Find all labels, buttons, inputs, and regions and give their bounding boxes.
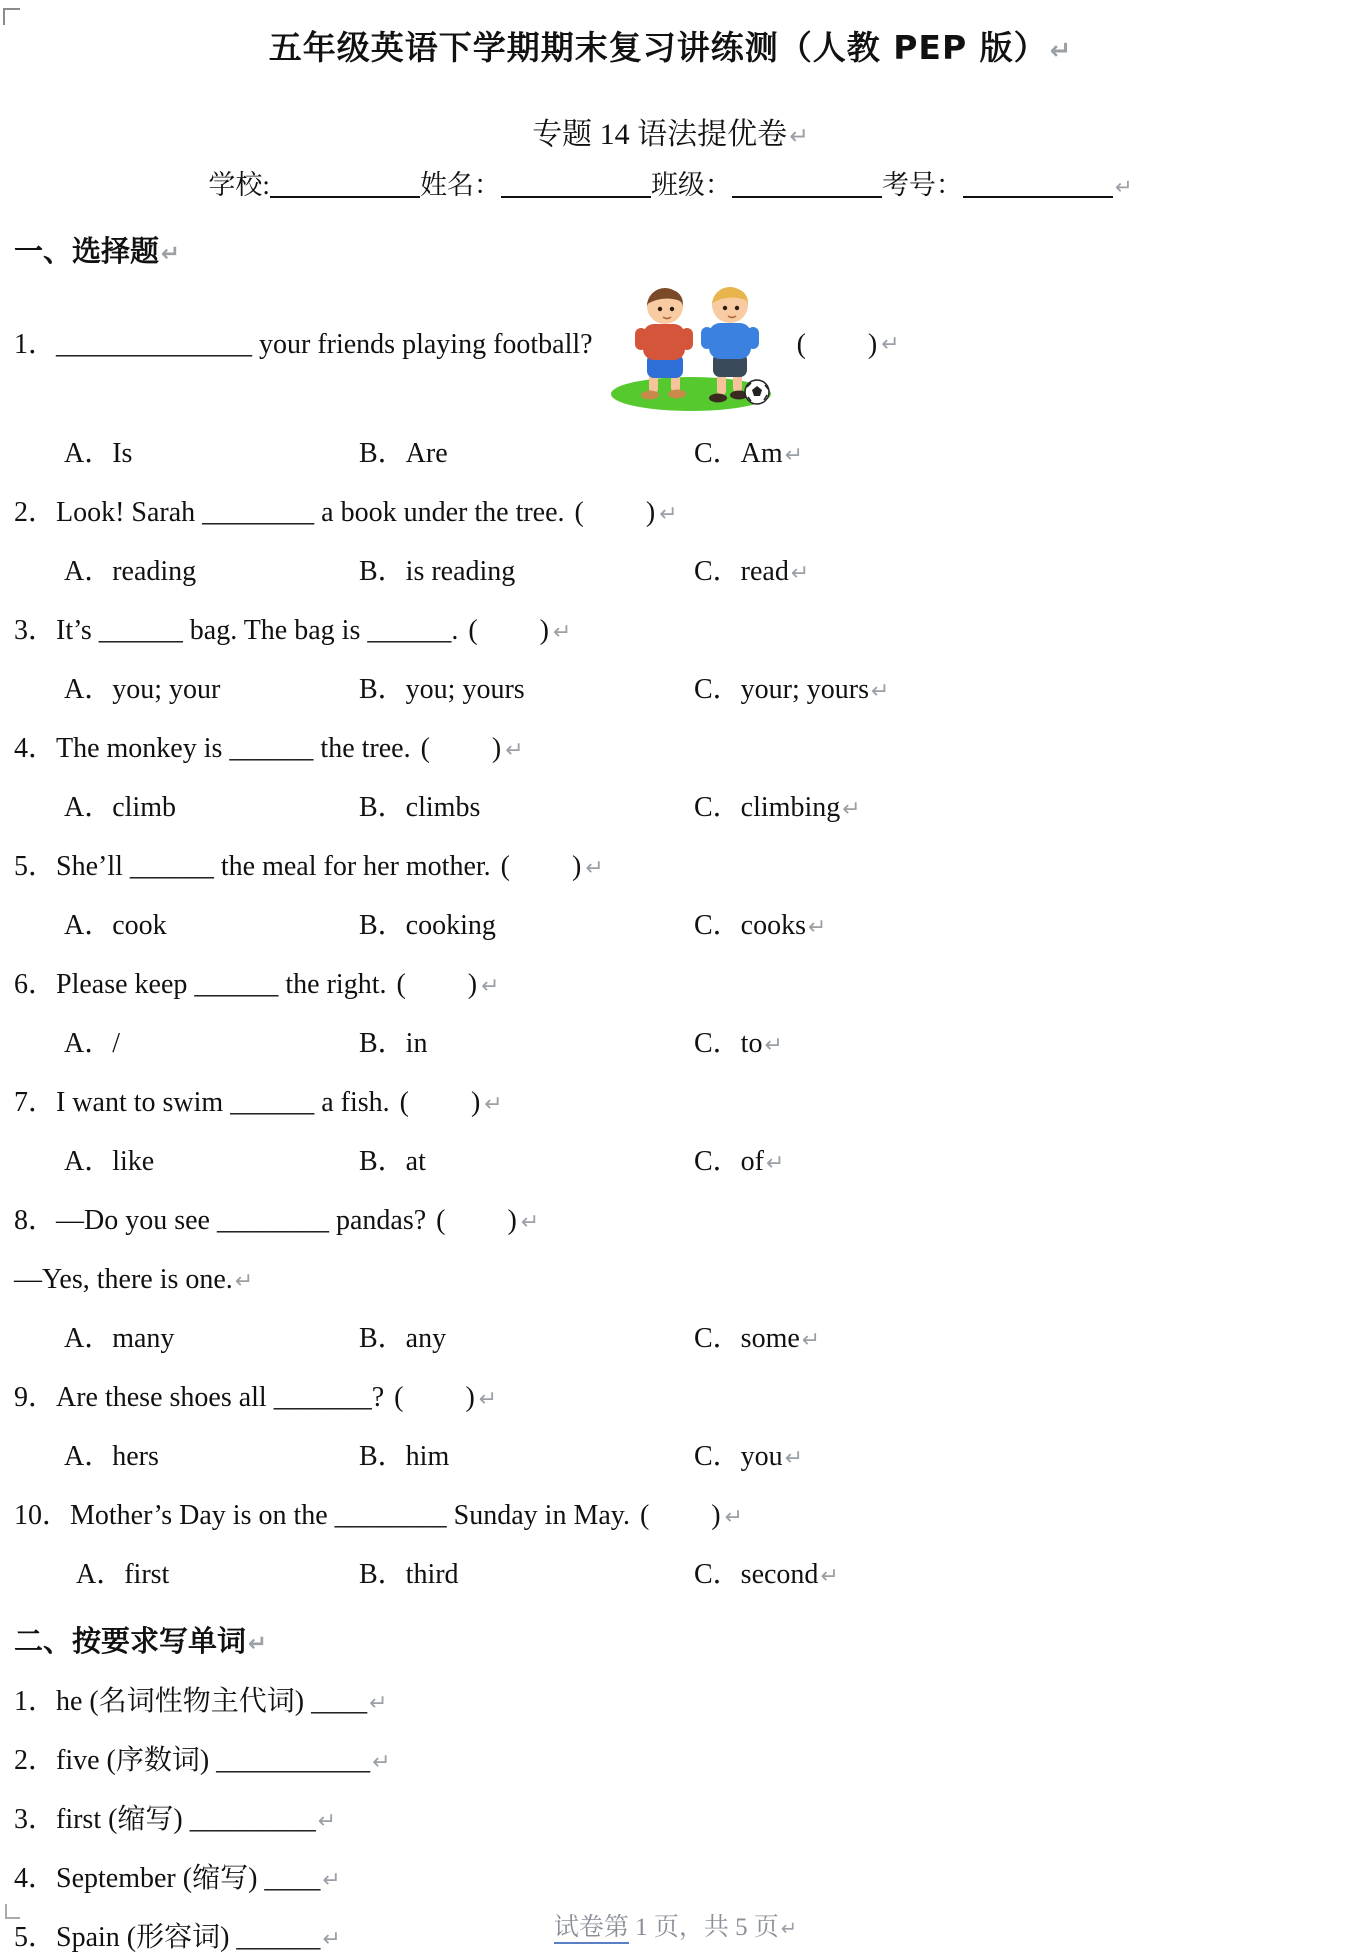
question-6-stem: 6．Please keep ______ the right. — [14, 969, 387, 1000]
paragraph-mark-icon: ↵ — [820, 1564, 839, 1589]
question-5-stem: 5．She’ll ______ the meal for her mother. — [14, 851, 491, 882]
word-item-5: 5．Spain (形容词) ______↵ — [14, 1922, 341, 1953]
question-4 — [14, 732, 1327, 768]
word-item-2: 2．five (序数词) ___________↵ — [14, 1745, 391, 1776]
student-info-form — [14, 168, 1327, 204]
exam-number-blank[interactable] — [963, 168, 1113, 198]
word-item-1: 1．he (名词性物主代词) ____↵ — [14, 1686, 388, 1717]
page-footer — [0, 1907, 1351, 1943]
football-kids-image — [605, 276, 783, 414]
question-4-options — [14, 791, 1327, 827]
question-10-stem: 10．Mother’s Day is on the ________ Sunday in May. — [14, 1500, 630, 1531]
paragraph-mark-icon: ↵ — [724, 1505, 743, 1530]
option-a: A．first — [76, 1559, 170, 1590]
paragraph-mark-icon: ↵ — [790, 561, 810, 586]
paragraph-mark-icon: ↵ — [784, 1446, 803, 1471]
option-b: B．Are — [359, 438, 448, 469]
paragraph-mark-icon: ↵ — [1114, 174, 1133, 199]
option-b: B．climbs — [359, 792, 481, 823]
paragraph-mark-icon: ↵ — [553, 620, 572, 645]
option-c: C．you↵ — [694, 1441, 803, 1472]
question-7-stem: 7．I want to swim ______ a fish. — [14, 1087, 390, 1118]
paragraph-mark-icon: ↵ — [484, 1092, 503, 1117]
question-2-answer-bracket: ( ) — [574, 497, 658, 528]
question-10 — [14, 1499, 1327, 1535]
question-2-options — [14, 555, 1327, 591]
question-6-options — [14, 1027, 1327, 1063]
option-b: B．at — [359, 1146, 426, 1177]
paragraph-mark-icon: ↵ — [322, 1927, 341, 1952]
option-a: A．climb — [64, 792, 176, 823]
option-a: A．Is — [64, 438, 133, 469]
school-blank[interactable] — [270, 168, 420, 198]
option-b: B．cooking — [359, 910, 496, 941]
paragraph-mark-icon: ↵ — [789, 122, 809, 150]
footer-page-count: 1 页，共 5 页 — [628, 1914, 779, 1941]
option-c: C．some↵ — [694, 1323, 821, 1354]
question-7-answer-bracket: ( ) — [399, 1087, 483, 1118]
section1-heading: 一、选择题↵ — [14, 236, 180, 268]
question-5-options — [14, 909, 1327, 945]
question-9-answer-bracket: ( ) — [394, 1382, 477, 1413]
question-1-answer-bracket: ( ) — [796, 329, 880, 360]
question-4-stem: 4．The monkey is ______ the tree. — [14, 733, 411, 764]
paragraph-mark-icon: ↵ — [881, 332, 900, 357]
section2-heading: 二、按要求写单词↵ — [14, 1626, 267, 1658]
paragraph-mark-icon: ↵ — [369, 1691, 388, 1716]
paragraph-mark-icon: ↵ — [659, 502, 678, 527]
question-8-stem: 8．—Do you see ________ pandas? — [14, 1205, 427, 1236]
question-6-answer-bracket: ( ) — [396, 969, 480, 1000]
paragraph-mark-icon: ↵ — [585, 856, 604, 881]
question-4-answer-bracket: ( ) — [420, 733, 504, 764]
paragraph-mark-icon: ↵ — [234, 1269, 254, 1294]
page-subtitle — [14, 117, 1327, 154]
paragraph-mark-icon: ↵ — [784, 443, 803, 468]
option-c: C．to↵ — [694, 1028, 783, 1059]
paragraph-mark-icon: ↵ — [505, 738, 524, 763]
paragraph-mark-icon: ↵ — [161, 241, 180, 267]
option-c: C．cooks↵ — [694, 910, 827, 941]
name-blank[interactable] — [501, 168, 651, 198]
option-b: B．any — [359, 1323, 447, 1354]
paragraph-mark-icon: ↵ — [764, 1033, 783, 1058]
question-9-options — [14, 1440, 1327, 1476]
paragraph-mark-icon: ↵ — [1049, 36, 1073, 66]
question-8-answer-bracket: ( ) — [436, 1205, 519, 1236]
question-3-answer-bracket: ( ) — [468, 615, 551, 646]
paragraph-mark-icon: ↵ — [322, 1868, 341, 1893]
option-b: B．in — [359, 1028, 428, 1059]
page-title — [14, 28, 1327, 71]
option-a: A．you; your — [64, 674, 221, 705]
question-6 — [14, 968, 1327, 1004]
question-9 — [14, 1381, 1327, 1417]
option-b: B．is reading — [359, 556, 516, 587]
paragraph-mark-icon: ↵ — [780, 1917, 798, 1940]
footer-page-link[interactable]: 试卷第 — [554, 1914, 629, 1944]
question-8-options — [14, 1322, 1327, 1358]
question-1 — [14, 276, 1327, 414]
option-a: A．like — [64, 1146, 155, 1177]
option-a: A．hers — [64, 1441, 159, 1472]
paragraph-mark-icon: ↵ — [481, 974, 500, 999]
question-5-answer-bracket: ( ) — [500, 851, 584, 882]
question-1-options — [14, 437, 1327, 473]
option-b: B．him — [359, 1441, 450, 1472]
question-10-options — [14, 1558, 1327, 1594]
class-blank[interactable] — [732, 168, 882, 198]
paragraph-mark-icon: ↵ — [766, 1151, 785, 1176]
paragraph-mark-icon: ↵ — [842, 797, 861, 822]
paragraph-mark-icon: ↵ — [520, 1210, 540, 1235]
option-a: A．/ — [64, 1028, 121, 1059]
question-7-options — [14, 1145, 1327, 1181]
page-subtitle-text: 专题 14 语法提优卷 — [532, 118, 788, 151]
option-c: C．of↵ — [694, 1146, 785, 1177]
option-c: C．climbing↵ — [694, 792, 861, 823]
page-title-text: 五年级英语下学期期末复习讲练测（人教 PEP 版） — [268, 28, 1048, 67]
paragraph-mark-icon: ↵ — [801, 1328, 821, 1353]
soccer-ball — [745, 380, 769, 404]
question-3-options — [14, 673, 1327, 709]
paragraph-mark-icon: ↵ — [808, 915, 827, 940]
option-b: B．third — [359, 1559, 459, 1590]
question-2 — [14, 496, 1327, 532]
page-corner-mark-top-left — [3, 8, 20, 25]
word-item-4: 4．September (缩写) ____↵ — [14, 1863, 341, 1894]
option-b: B．you; yours — [359, 674, 525, 705]
question-7 — [14, 1086, 1327, 1122]
option-a: A．cook — [64, 910, 167, 941]
paragraph-mark-icon: ↵ — [372, 1750, 391, 1775]
question-5 — [14, 850, 1327, 886]
word-item-3: 3．first (缩写) _________↵ — [14, 1804, 337, 1835]
question-2-stem: 2．Look! Sarah ________ a book under the tree. — [14, 497, 565, 528]
school-label: 学校: — [208, 170, 270, 200]
question-3 — [14, 614, 1327, 650]
option-c: C．second↵ — [694, 1559, 839, 1590]
option-c: C．read↵ — [694, 556, 810, 587]
question-8-reply-line: —Yes, there is one.↵ — [14, 1264, 254, 1295]
question-1-stem: 1．______________ your friends playing football? — [14, 329, 593, 360]
paragraph-mark-icon: ↵ — [317, 1809, 337, 1834]
paragraph-mark-icon: ↵ — [248, 1631, 267, 1657]
option-a: A．reading — [64, 556, 197, 587]
question-10-answer-bracket: ( ) — [639, 1500, 723, 1531]
question-8 — [14, 1204, 1327, 1240]
paragraph-mark-icon: ↵ — [871, 679, 890, 704]
question-3-stem: 3．It’s ______ bag. The bag is ______. — [14, 615, 459, 646]
class-label: 班级： — [650, 170, 732, 200]
question-9-stem: 9．Are these shoes all _______? — [14, 1382, 385, 1413]
option-a: A．many — [64, 1323, 175, 1354]
option-c: C．your; yours↵ — [694, 674, 890, 705]
paragraph-mark-icon: ↵ — [478, 1387, 498, 1412]
exam-number-label: 考号： — [881, 170, 963, 200]
option-c: C．Am↵ — [694, 438, 803, 469]
name-label: 姓名： — [419, 170, 501, 200]
